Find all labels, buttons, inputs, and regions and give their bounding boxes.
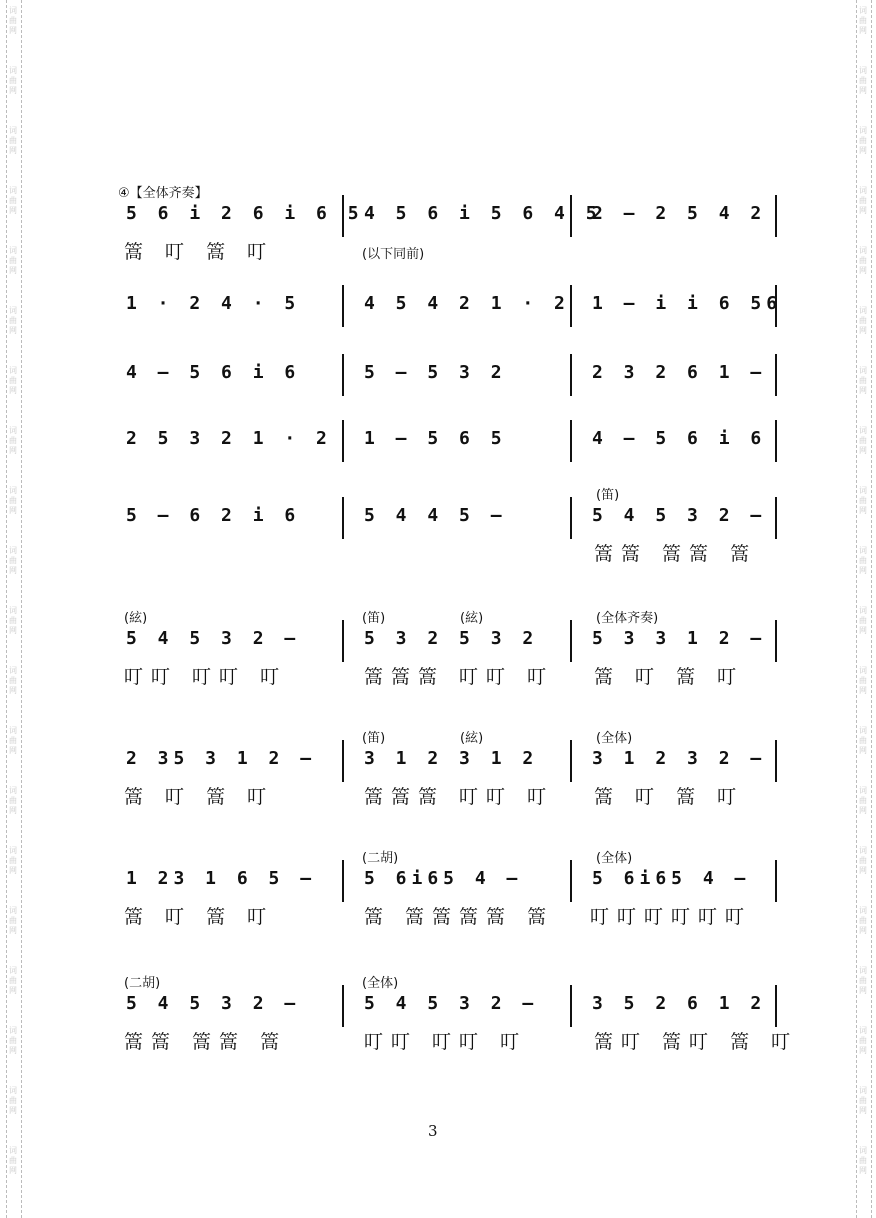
- notation-measure: 5 3 2 5 3 2: [364, 628, 539, 649]
- bar-line: [342, 620, 344, 662]
- watermark-text: 词 曲 网: [9, 666, 17, 695]
- watermark-text: 词 曲 网: [859, 846, 867, 875]
- watermark-text: 词 曲 网: [859, 786, 867, 815]
- notation-measure: 4 — 5 6 i 6: [592, 428, 767, 449]
- bar-line: [342, 354, 344, 396]
- watermark-text: 词 曲 网: [859, 1146, 867, 1175]
- watermark-text: 词 曲 网: [859, 1086, 867, 1115]
- watermark-text: 词 曲 网: [859, 726, 867, 755]
- watermark-text: 词 曲 网: [9, 66, 17, 95]
- bar-line: [570, 497, 572, 539]
- notation-measure: 2 35 3 1 2 —: [126, 748, 317, 769]
- notation-measure: 1 — i i 6 56: [592, 293, 783, 314]
- instrument-annotation: (全体): [596, 731, 633, 746]
- watermark-text: 词 曲 网: [9, 126, 17, 155]
- instrument-annotation: (笛): [596, 488, 620, 503]
- bar-line: [342, 740, 344, 782]
- watermark-text: 词 曲 网: [9, 606, 17, 635]
- notation-measure: 1 23 1 6 5 —: [126, 868, 317, 889]
- notation-measure: 5 4 5 3 2 —: [364, 993, 539, 1014]
- bar-line: [775, 497, 777, 539]
- notation-measure: 4 5 6 i 5 6 4 5: [364, 203, 602, 224]
- bar-line: [570, 354, 572, 396]
- notation-measure: 3 1 2 3 1 2: [364, 748, 539, 769]
- watermark-text: 词 曲 网: [859, 366, 867, 395]
- bar-line: [775, 740, 777, 782]
- notation-measure: 5 4 5 3 2 —: [592, 505, 767, 526]
- instrument-annotation: (絃): [460, 611, 484, 626]
- bar-line: [775, 195, 777, 237]
- bar-line: [570, 420, 572, 462]
- watermark-text: 词 曲 网: [859, 246, 867, 275]
- watermark-text: 词 曲 网: [9, 786, 17, 815]
- watermark-text: 词 曲 网: [859, 486, 867, 515]
- notation-measure: 5 3 3 1 2 —: [592, 628, 767, 649]
- watermark-text: 词 曲 网: [859, 6, 867, 35]
- bar-line: [570, 195, 572, 237]
- bar-line: [342, 497, 344, 539]
- notation-measure: 5 4 5 3 2 —: [126, 628, 301, 649]
- lyric-syllables: 叮叮叮叮叮叮: [590, 906, 753, 928]
- bar-line: [775, 285, 777, 327]
- watermark-text: 词 曲 网: [859, 666, 867, 695]
- notation-measure: 5 4 4 5 —: [364, 505, 507, 526]
- bar-line: [570, 985, 572, 1027]
- lyric-syllables: 篙 叮 篙 叮: [124, 786, 275, 808]
- instrument-annotation: (笛): [362, 611, 386, 626]
- lyric-syllables: 篙 叮 篙 叮: [124, 906, 275, 928]
- notation-measure: 3 5 2 6 1 2: [592, 993, 767, 1014]
- lyric-note: (以下同前): [362, 247, 425, 262]
- notation-measure: 1 · 2 4 · 5: [126, 293, 301, 314]
- watermark-text: 词 曲 网: [9, 246, 17, 275]
- bar-line: [775, 620, 777, 662]
- watermark-text: 词 曲 网: [9, 546, 17, 575]
- bar-line: [342, 420, 344, 462]
- watermark-text: 词 曲 网: [859, 966, 867, 995]
- watermark-text: 词 曲 网: [9, 726, 17, 755]
- notation-measure: 2 3 2 6 1 —: [592, 362, 767, 383]
- notation-measure: 4 5 4 2 1 · 2: [364, 293, 570, 314]
- bar-line: [342, 985, 344, 1027]
- lyric-syllables: 篙 叮 篙 叮: [124, 241, 275, 263]
- notation-measure: 5 4 5 3 2 —: [126, 993, 301, 1014]
- bar-line: [570, 860, 572, 902]
- instrument-annotation: (絃): [124, 611, 148, 626]
- notation-measure: 1 — 5 6 5: [364, 428, 507, 449]
- bar-line: [775, 985, 777, 1027]
- watermark-text: 词 曲 网: [859, 66, 867, 95]
- watermark-text: 词 曲 网: [859, 186, 867, 215]
- notation-measure: 5 6i65 4 —: [592, 868, 751, 889]
- bar-line: [570, 285, 572, 327]
- bar-line: [342, 860, 344, 902]
- watermark-text: 词 曲 网: [9, 1146, 17, 1175]
- watermark-text: 词 曲 网: [859, 126, 867, 155]
- notation-measure: 3 1 2 3 2 —: [592, 748, 767, 769]
- lyric-syllables: 叮叮 叮叮 叮: [124, 666, 288, 688]
- lyric-syllables: 篙篙篙 叮叮 叮: [364, 786, 555, 808]
- bar-line: [775, 420, 777, 462]
- watermark-text: 词 曲 网: [9, 366, 17, 395]
- watermark-text: 词 曲 网: [9, 426, 17, 455]
- bar-line: [570, 740, 572, 782]
- watermark-text: 词 曲 网: [9, 186, 17, 215]
- instrument-annotation: (笛): [362, 731, 386, 746]
- lyric-syllables: 篙叮 篙叮 篙 叮: [594, 1031, 799, 1053]
- notation-measure: 2 — 2 5 4 2: [592, 203, 767, 224]
- bar-line: [570, 620, 572, 662]
- instrument-annotation: (二胡): [362, 851, 399, 866]
- lyric-syllables: 篙 叮 篙 叮: [594, 666, 745, 688]
- watermark-text: 词 曲 网: [9, 306, 17, 335]
- notation-measure: 5 — 6 2 i 6: [126, 505, 301, 526]
- instrument-annotation: (全体): [362, 976, 399, 991]
- bar-line: [775, 354, 777, 396]
- notation-measure: 5 6i65 4 —: [364, 868, 523, 889]
- instrument-annotation: (絃): [460, 731, 484, 746]
- watermark-text: 词 曲 网: [859, 1026, 867, 1055]
- notation-measure: 2 5 3 2 1 · 2: [126, 428, 332, 449]
- page-number: 3: [428, 1122, 438, 1140]
- watermark-text: 词 曲 网: [9, 906, 17, 935]
- lyric-syllables: 篙 叮 篙 叮: [594, 786, 745, 808]
- instrument-annotation: ④【全体齐奏】: [118, 186, 208, 201]
- lyric-syllables: 篙 篙篙篙篙 篙: [364, 906, 555, 928]
- instrument-annotation: (全体齐奏): [596, 611, 659, 626]
- watermark-text: 词 曲 网: [9, 6, 17, 35]
- watermark-text: 词 曲 网: [859, 606, 867, 635]
- watermark-text: 词 曲 网: [859, 906, 867, 935]
- bar-line: [775, 860, 777, 902]
- bar-line: [342, 195, 344, 237]
- lyric-syllables: 篙篙篙 叮叮 叮: [364, 666, 555, 688]
- watermark-text: 词 曲 网: [9, 1026, 17, 1055]
- notation-measure: 5 — 5 3 2: [364, 362, 507, 383]
- notation-measure: 5 6 i 2 6 i 6 5: [126, 203, 364, 224]
- notation-measure: 4 — 5 6 i 6: [126, 362, 301, 383]
- watermark-text: 词 曲 网: [859, 426, 867, 455]
- watermark-text: 词 曲 网: [859, 306, 867, 335]
- watermark-text: 词 曲 网: [9, 486, 17, 515]
- lyric-syllables: 叮叮 叮叮 叮: [364, 1031, 528, 1053]
- instrument-annotation: (二胡): [124, 976, 161, 991]
- watermark-text: 词 曲 网: [9, 1086, 17, 1115]
- instrument-annotation: (全体): [596, 851, 633, 866]
- watermark-text: 词 曲 网: [859, 546, 867, 575]
- bar-line: [342, 285, 344, 327]
- lyric-syllables: 篙篙 篙篙 篙: [594, 543, 758, 565]
- watermark-text: 词 曲 网: [9, 966, 17, 995]
- watermark-text: 词 曲 网: [9, 846, 17, 875]
- lyric-syllables: 篙篙 篙篙 篙: [124, 1031, 288, 1053]
